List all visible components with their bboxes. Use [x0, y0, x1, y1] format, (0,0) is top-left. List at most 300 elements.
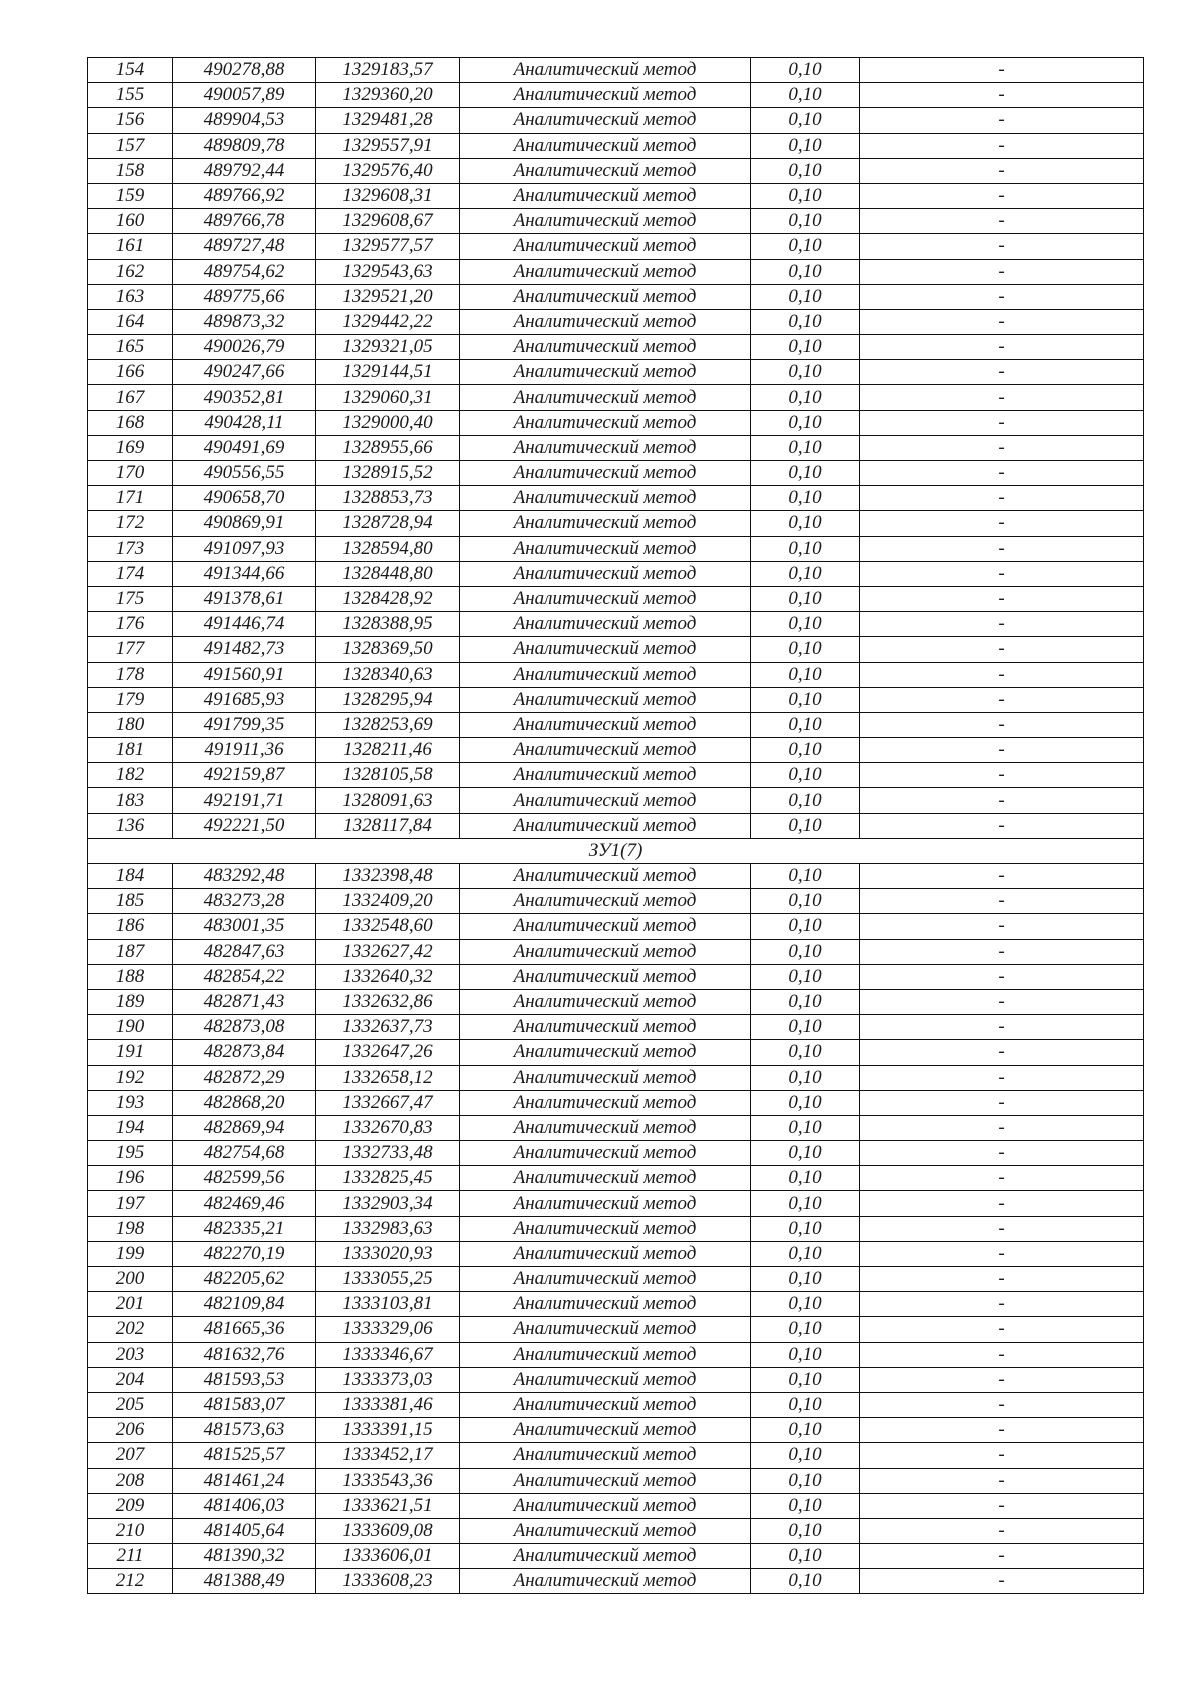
point-number-cell: 164: [88, 309, 173, 334]
x-coordinate-cell: 489766,78: [173, 209, 316, 234]
note-cell: -: [860, 511, 1144, 536]
method-cell: Аналитический метод: [460, 385, 751, 410]
point-number-cell: 179: [88, 687, 173, 712]
note-cell: -: [860, 1015, 1144, 1040]
table-row: [88, 1518, 1144, 1543]
y-coordinate-cell: 1332398,48: [316, 864, 460, 889]
x-coordinate-cell: 481406,03: [173, 1493, 316, 1518]
note-cell: -: [860, 586, 1144, 611]
note-cell: -: [860, 335, 1144, 360]
y-coordinate-cell: 1328448,80: [316, 561, 460, 586]
x-coordinate-cell: 489766,92: [173, 183, 316, 208]
x-coordinate-cell: 490869,91: [173, 511, 316, 536]
point-number-cell: 166: [88, 360, 173, 385]
x-coordinate-cell: 491911,36: [173, 738, 316, 763]
section-header-row: [88, 838, 1144, 863]
table-row: [88, 939, 1144, 964]
method-cell: Аналитический метод: [460, 612, 751, 637]
method-cell: Аналитический метод: [460, 1090, 751, 1115]
point-number-cell: 201: [88, 1292, 173, 1317]
table-row: [88, 158, 1144, 183]
table-row: [88, 435, 1144, 460]
point-number-cell: 169: [88, 435, 173, 460]
table-row: [88, 586, 1144, 611]
accuracy-cell: 0,10: [751, 1342, 860, 1367]
table-row: [88, 511, 1144, 536]
table-row: [88, 914, 1144, 939]
x-coordinate-cell: 481593,53: [173, 1367, 316, 1392]
table-row: [88, 1443, 1144, 1468]
x-coordinate-cell: 491344,66: [173, 561, 316, 586]
accuracy-cell: 0,10: [751, 662, 860, 687]
method-cell: Аналитический метод: [460, 1443, 751, 1468]
accuracy-cell: 0,10: [751, 536, 860, 561]
y-coordinate-cell: 1328369,50: [316, 637, 460, 662]
method-cell: Аналитический метод: [460, 259, 751, 284]
y-coordinate-cell: 1333020,93: [316, 1241, 460, 1266]
note-cell: -: [860, 964, 1144, 989]
note-cell: -: [860, 1493, 1144, 1518]
point-number-cell: 168: [88, 410, 173, 435]
y-coordinate-cell: 1328253,69: [316, 712, 460, 737]
accuracy-cell: 0,10: [751, 712, 860, 737]
table-row: [88, 183, 1144, 208]
point-number-cell: 159: [88, 183, 173, 208]
table-row: [88, 360, 1144, 385]
y-coordinate-cell: 1328955,66: [316, 435, 460, 460]
y-coordinate-cell: 1329442,22: [316, 309, 460, 334]
point-number-cell: 184: [88, 864, 173, 889]
y-coordinate-cell: 1333621,51: [316, 1493, 460, 1518]
point-number-cell: 193: [88, 1090, 173, 1115]
x-coordinate-cell: 482871,43: [173, 989, 316, 1014]
y-coordinate-cell: 1329000,40: [316, 410, 460, 435]
x-coordinate-cell: 490428,11: [173, 410, 316, 435]
point-number-cell: 171: [88, 486, 173, 511]
method-cell: Аналитический метод: [460, 662, 751, 687]
table-row: [88, 1166, 1144, 1191]
point-number-cell: 158: [88, 158, 173, 183]
note-cell: -: [860, 1544, 1144, 1569]
note-cell: -: [860, 989, 1144, 1014]
accuracy-cell: 0,10: [751, 788, 860, 813]
note-cell: -: [860, 1292, 1144, 1317]
note-cell: -: [860, 687, 1144, 712]
method-cell: Аналитический метод: [460, 83, 751, 108]
accuracy-cell: 0,10: [751, 612, 860, 637]
y-coordinate-cell: 1328211,46: [316, 738, 460, 763]
note-cell: -: [860, 1418, 1144, 1443]
note-cell: -: [860, 1115, 1144, 1140]
method-cell: Аналитический метод: [460, 788, 751, 813]
table-row: [88, 209, 1144, 234]
table-row: [88, 889, 1144, 914]
point-number-cell: 175: [88, 586, 173, 611]
accuracy-cell: 0,10: [751, 1166, 860, 1191]
table-row: [88, 738, 1144, 763]
method-cell: Аналитический метод: [460, 1267, 751, 1292]
method-cell: Аналитический метод: [460, 586, 751, 611]
coordinates-table-body: [88, 58, 1144, 1594]
method-cell: Аналитический метод: [460, 1241, 751, 1266]
accuracy-cell: 0,10: [751, 58, 860, 83]
note-cell: -: [860, 813, 1144, 838]
table-row: [88, 58, 1144, 83]
accuracy-cell: 0,10: [751, 889, 860, 914]
point-number-cell: 154: [88, 58, 173, 83]
y-coordinate-cell: 1333452,17: [316, 1443, 460, 1468]
note-cell: -: [860, 1065, 1144, 1090]
y-coordinate-cell: 1332637,73: [316, 1015, 460, 1040]
table-row: [88, 385, 1144, 410]
y-coordinate-cell: 1328428,92: [316, 586, 460, 611]
method-cell: Аналитический метод: [460, 1544, 751, 1569]
note-cell: -: [860, 158, 1144, 183]
note-cell: -: [860, 1443, 1144, 1468]
point-number-cell: 188: [88, 964, 173, 989]
x-coordinate-cell: 492191,71: [173, 788, 316, 813]
accuracy-cell: 0,10: [751, 1267, 860, 1292]
method-cell: Аналитический метод: [460, 1392, 751, 1417]
note-cell: -: [860, 1317, 1144, 1342]
note-cell: -: [860, 1342, 1144, 1367]
accuracy-cell: 0,10: [751, 637, 860, 662]
accuracy-cell: 0,10: [751, 1518, 860, 1543]
table-row: [88, 1115, 1144, 1140]
y-coordinate-cell: 1332825,45: [316, 1166, 460, 1191]
accuracy-cell: 0,10: [751, 335, 860, 360]
table-row: [88, 461, 1144, 486]
method-cell: Аналитический метод: [460, 712, 751, 737]
accuracy-cell: 0,10: [751, 360, 860, 385]
accuracy-cell: 0,10: [751, 1418, 860, 1443]
method-cell: Аналитический метод: [460, 1292, 751, 1317]
table-row: [88, 1342, 1144, 1367]
x-coordinate-cell: 482847,63: [173, 939, 316, 964]
note-cell: -: [860, 712, 1144, 737]
x-coordinate-cell: 482873,84: [173, 1040, 316, 1065]
point-number-cell: 170: [88, 461, 173, 486]
x-coordinate-cell: 490057,89: [173, 83, 316, 108]
point-number-cell: 177: [88, 637, 173, 662]
accuracy-cell: 0,10: [751, 1065, 860, 1090]
x-coordinate-cell: 483292,48: [173, 864, 316, 889]
point-number-cell: 173: [88, 536, 173, 561]
point-number-cell: 204: [88, 1367, 173, 1392]
note-cell: -: [860, 183, 1144, 208]
method-cell: Аналитический метод: [460, 335, 751, 360]
accuracy-cell: 0,10: [751, 1191, 860, 1216]
y-coordinate-cell: 1333055,25: [316, 1267, 460, 1292]
method-cell: Аналитический метод: [460, 1065, 751, 1090]
method-cell: Аналитический метод: [460, 1166, 751, 1191]
point-number-cell: 180: [88, 712, 173, 737]
method-cell: Аналитический метод: [460, 158, 751, 183]
point-number-cell: 208: [88, 1468, 173, 1493]
y-coordinate-cell: 1332983,63: [316, 1216, 460, 1241]
accuracy-cell: 0,10: [751, 385, 860, 410]
note-cell: -: [860, 259, 1144, 284]
accuracy-cell: 0,10: [751, 1392, 860, 1417]
point-number-cell: 156: [88, 108, 173, 133]
note-cell: -: [860, 309, 1144, 334]
point-number-cell: 187: [88, 939, 173, 964]
point-number-cell: 186: [88, 914, 173, 939]
table-row: [88, 410, 1144, 435]
x-coordinate-cell: 482335,21: [173, 1216, 316, 1241]
y-coordinate-cell: 1329576,40: [316, 158, 460, 183]
y-coordinate-cell: 1329360,20: [316, 83, 460, 108]
table-row: [88, 561, 1144, 586]
x-coordinate-cell: 481461,24: [173, 1468, 316, 1493]
accuracy-cell: 0,10: [751, 209, 860, 234]
accuracy-cell: 0,10: [751, 864, 860, 889]
point-number-cell: 194: [88, 1115, 173, 1140]
method-cell: Аналитический метод: [460, 561, 751, 586]
method-cell: Аналитический метод: [460, 889, 751, 914]
note-cell: -: [860, 939, 1144, 964]
accuracy-cell: 0,10: [751, 158, 860, 183]
note-cell: -: [860, 435, 1144, 460]
accuracy-cell: 0,10: [751, 1493, 860, 1518]
y-coordinate-cell: 1328728,94: [316, 511, 460, 536]
accuracy-cell: 0,10: [751, 1544, 860, 1569]
accuracy-cell: 0,10: [751, 813, 860, 838]
note-cell: -: [860, 864, 1144, 889]
method-cell: Аналитический метод: [460, 637, 751, 662]
table-row: [88, 309, 1144, 334]
accuracy-cell: 0,10: [751, 511, 860, 536]
y-coordinate-cell: 1332903,34: [316, 1191, 460, 1216]
x-coordinate-cell: 481573,63: [173, 1418, 316, 1443]
x-coordinate-cell: 491446,74: [173, 612, 316, 637]
note-cell: -: [860, 1518, 1144, 1543]
note-cell: -: [860, 1166, 1144, 1191]
method-cell: Аналитический метод: [460, 58, 751, 83]
note-cell: -: [860, 133, 1144, 158]
point-number-cell: 197: [88, 1191, 173, 1216]
accuracy-cell: 0,10: [751, 133, 860, 158]
method-cell: Аналитический метод: [460, 939, 751, 964]
point-number-cell: 198: [88, 1216, 173, 1241]
table-row: [88, 1216, 1144, 1241]
table-row: [88, 284, 1144, 309]
y-coordinate-cell: 1329060,31: [316, 385, 460, 410]
y-coordinate-cell: 1329144,51: [316, 360, 460, 385]
note-cell: -: [860, 486, 1144, 511]
table-row: [88, 133, 1144, 158]
point-number-cell: 178: [88, 662, 173, 687]
x-coordinate-cell: 481583,07: [173, 1392, 316, 1417]
accuracy-cell: 0,10: [751, 1367, 860, 1392]
x-coordinate-cell: 483273,28: [173, 889, 316, 914]
accuracy-cell: 0,10: [751, 108, 860, 133]
x-coordinate-cell: 491685,93: [173, 687, 316, 712]
y-coordinate-cell: 1328105,58: [316, 763, 460, 788]
method-cell: Аналитический метод: [460, 1115, 751, 1140]
x-coordinate-cell: 482599,56: [173, 1166, 316, 1191]
y-coordinate-cell: 1328388,95: [316, 612, 460, 637]
table-row: [88, 1090, 1144, 1115]
point-number-cell: 167: [88, 385, 173, 410]
note-cell: -: [860, 561, 1144, 586]
accuracy-cell: 0,10: [751, 183, 860, 208]
table-row: [88, 335, 1144, 360]
accuracy-cell: 0,10: [751, 687, 860, 712]
table-row: [88, 536, 1144, 561]
note-cell: -: [860, 637, 1144, 662]
table-row: [88, 687, 1144, 712]
method-cell: Аналитический метод: [460, 511, 751, 536]
table-row: [88, 864, 1144, 889]
x-coordinate-cell: 491560,91: [173, 662, 316, 687]
y-coordinate-cell: 1329608,31: [316, 183, 460, 208]
point-number-cell: 206: [88, 1418, 173, 1443]
method-cell: Аналитический метод: [460, 914, 751, 939]
method-cell: Аналитический метод: [460, 410, 751, 435]
point-number-cell: 190: [88, 1015, 173, 1040]
y-coordinate-cell: 1332658,12: [316, 1065, 460, 1090]
accuracy-cell: 0,10: [751, 1569, 860, 1594]
y-coordinate-cell: 1328915,52: [316, 461, 460, 486]
y-coordinate-cell: 1329557,91: [316, 133, 460, 158]
accuracy-cell: 0,10: [751, 914, 860, 939]
method-cell: Аналитический метод: [460, 536, 751, 561]
accuracy-cell: 0,10: [751, 1468, 860, 1493]
x-coordinate-cell: 489775,66: [173, 284, 316, 309]
note-cell: -: [860, 108, 1144, 133]
note-cell: -: [860, 461, 1144, 486]
y-coordinate-cell: 1329183,57: [316, 58, 460, 83]
accuracy-cell: 0,10: [751, 1292, 860, 1317]
y-coordinate-cell: 1332409,20: [316, 889, 460, 914]
method-cell: Аналитический метод: [460, 1191, 751, 1216]
method-cell: Аналитический метод: [460, 763, 751, 788]
method-cell: Аналитический метод: [460, 108, 751, 133]
method-cell: Аналитический метод: [460, 989, 751, 1014]
table-row: [88, 989, 1144, 1014]
x-coordinate-cell: 481525,57: [173, 1443, 316, 1468]
x-coordinate-cell: 492159,87: [173, 763, 316, 788]
x-coordinate-cell: 482270,19: [173, 1241, 316, 1266]
x-coordinate-cell: 490352,81: [173, 385, 316, 410]
note-cell: -: [860, 1090, 1144, 1115]
method-cell: Аналитический метод: [460, 1418, 751, 1443]
y-coordinate-cell: 1329521,20: [316, 284, 460, 309]
note-cell: -: [860, 58, 1144, 83]
table-row: [88, 486, 1144, 511]
table-row: [88, 1241, 1144, 1266]
note-cell: -: [860, 788, 1144, 813]
point-number-cell: 209: [88, 1493, 173, 1518]
x-coordinate-cell: 490556,55: [173, 461, 316, 486]
x-coordinate-cell: 482205,62: [173, 1267, 316, 1292]
note-cell: -: [860, 1241, 1144, 1266]
x-coordinate-cell: 489792,44: [173, 158, 316, 183]
point-number-cell: 182: [88, 763, 173, 788]
x-coordinate-cell: 491378,61: [173, 586, 316, 611]
y-coordinate-cell: 1332647,26: [316, 1040, 460, 1065]
accuracy-cell: 0,10: [751, 234, 860, 259]
y-coordinate-cell: 1332548,60: [316, 914, 460, 939]
method-cell: Аналитический метод: [460, 435, 751, 460]
method-cell: Аналитический метод: [460, 1518, 751, 1543]
y-coordinate-cell: 1333391,15: [316, 1418, 460, 1443]
method-cell: Аналитический метод: [460, 1468, 751, 1493]
x-coordinate-cell: 490491,69: [173, 435, 316, 460]
point-number-cell: 157: [88, 133, 173, 158]
table-row: [88, 1040, 1144, 1065]
table-row: [88, 1065, 1144, 1090]
table-row: [88, 612, 1144, 637]
x-coordinate-cell: 490247,66: [173, 360, 316, 385]
coordinates-table: [87, 57, 1144, 1594]
table-row: [88, 662, 1144, 687]
table-row: [88, 1569, 1144, 1594]
table-row: [88, 83, 1144, 108]
point-number-cell: 176: [88, 612, 173, 637]
y-coordinate-cell: 1329543,63: [316, 259, 460, 284]
method-cell: Аналитический метод: [460, 309, 751, 334]
y-coordinate-cell: 1332627,42: [316, 939, 460, 964]
x-coordinate-cell: 481632,76: [173, 1342, 316, 1367]
x-coordinate-cell: 482868,20: [173, 1090, 316, 1115]
point-number-cell: 199: [88, 1241, 173, 1266]
table-row: [88, 1367, 1144, 1392]
method-cell: Аналитический метод: [460, 1040, 751, 1065]
table-row: [88, 788, 1144, 813]
point-number-cell: 203: [88, 1342, 173, 1367]
point-number-cell: 212: [88, 1569, 173, 1594]
point-number-cell: 165: [88, 335, 173, 360]
accuracy-cell: 0,10: [751, 1141, 860, 1166]
table-row: [88, 1544, 1144, 1569]
accuracy-cell: 0,10: [751, 1241, 860, 1266]
method-cell: Аналитический метод: [460, 284, 751, 309]
point-number-cell: 205: [88, 1392, 173, 1417]
point-number-cell: 181: [88, 738, 173, 763]
table-row: [88, 108, 1144, 133]
note-cell: -: [860, 889, 1144, 914]
note-cell: -: [860, 410, 1144, 435]
note-cell: -: [860, 662, 1144, 687]
point-number-cell: 196: [88, 1166, 173, 1191]
y-coordinate-cell: 1332667,47: [316, 1090, 460, 1115]
accuracy-cell: 0,10: [751, 259, 860, 284]
x-coordinate-cell: 481390,32: [173, 1544, 316, 1569]
x-coordinate-cell: 489904,53: [173, 108, 316, 133]
accuracy-cell: 0,10: [751, 989, 860, 1014]
method-cell: Аналитический метод: [460, 486, 751, 511]
y-coordinate-cell: 1333608,23: [316, 1569, 460, 1594]
table-row: [88, 813, 1144, 838]
method-cell: Аналитический метод: [460, 738, 751, 763]
method-cell: Аналитический метод: [460, 461, 751, 486]
y-coordinate-cell: 1332640,32: [316, 964, 460, 989]
accuracy-cell: 0,10: [751, 939, 860, 964]
method-cell: Аналитический метод: [460, 1569, 751, 1594]
accuracy-cell: 0,10: [751, 561, 860, 586]
table-row: [88, 1317, 1144, 1342]
method-cell: Аналитический метод: [460, 1015, 751, 1040]
table-row: [88, 964, 1144, 989]
note-cell: -: [860, 914, 1144, 939]
point-number-cell: 163: [88, 284, 173, 309]
x-coordinate-cell: 490026,79: [173, 335, 316, 360]
y-coordinate-cell: 1328117,84: [316, 813, 460, 838]
accuracy-cell: 0,10: [751, 1443, 860, 1468]
y-coordinate-cell: 1328853,73: [316, 486, 460, 511]
